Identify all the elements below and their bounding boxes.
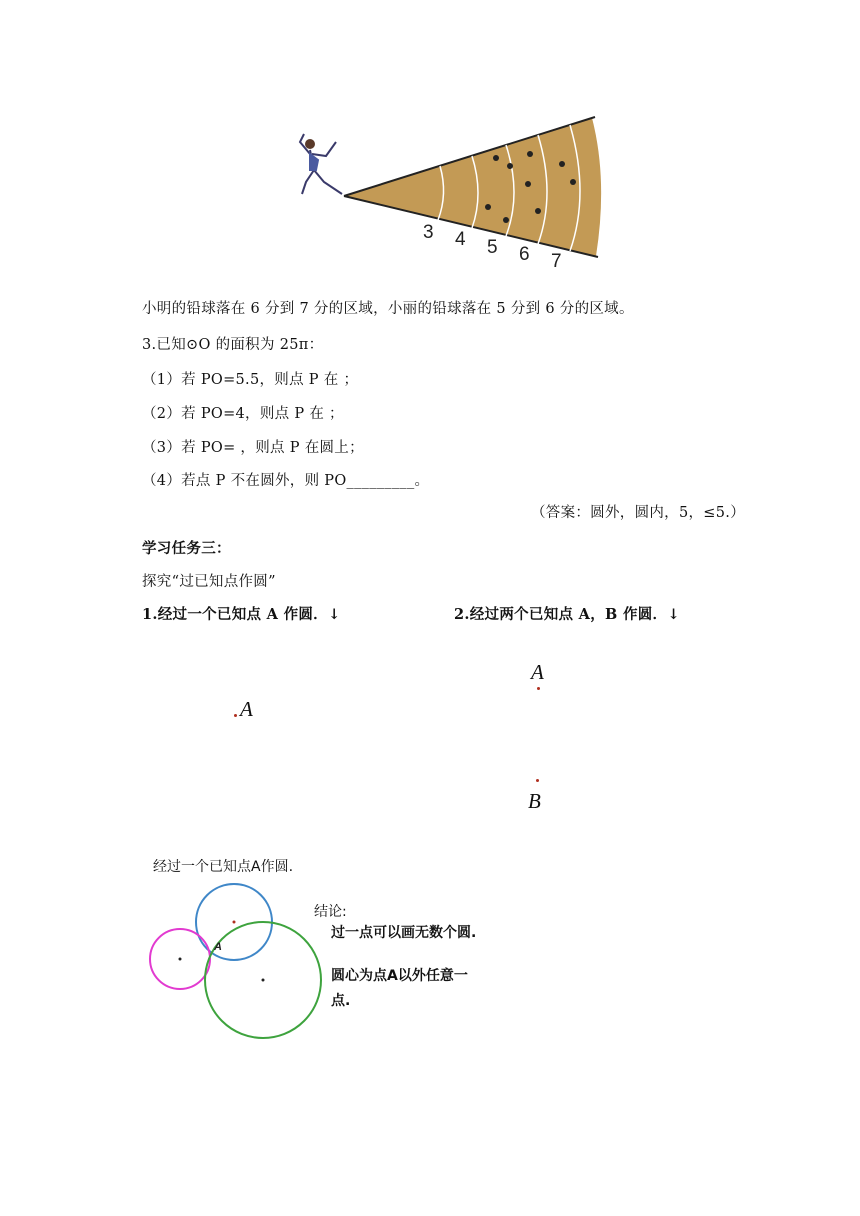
item-1: 1.经过一个已知点 A 作圆．↓ [142,606,341,623]
conclusion-2a: 圆心为点A以外任意一 [331,968,468,984]
conclusion-label: 结论: [314,904,347,920]
question-3-part-3: （3）若 PO= ，则点 P 在圆上； [142,440,364,456]
result-sentence: 小明的铅球落在 6 分到 7 分的区域，小丽的铅球落在 5 分到 6 分的区域。 [142,301,634,317]
point-a-top-dot [537,687,540,690]
answer-note: （答案：圆外，圆内，5，≤5.） [530,505,745,521]
question-3-part-1: （1）若 PO=5.5，则点 P 在 ； [142,372,359,388]
zone-label: 3 [423,222,434,243]
point-b-label: B [528,789,541,813]
point-a-top-label: A [531,660,544,684]
point-a-label: A [240,697,253,721]
point-a-dot [234,714,237,717]
explore-title: 探究“过已知点作圆” [142,574,276,590]
question-3-part-4: （4）若点 P 不在圆外，则 PO_________。 [142,473,430,489]
shot-put-figure [280,110,610,280]
point-b-dot [536,779,539,782]
zone-label: 7 [551,251,562,272]
zone-label: 5 [487,237,498,258]
question-3-title: 3.已知⊙O 的面积为 25π： [142,337,324,353]
conclusion-1: 过一点可以画无数个圆. [331,925,477,941]
figure-caption: 经过一个已知点A作圆. [153,859,294,875]
circle-point-a-label: A [214,941,222,953]
item-2: 2.经过两个已知点 A，B 作圆．↓ [454,606,680,623]
zone-label: 6 [519,244,530,265]
conclusion-2b: 点. [331,993,351,1009]
zone-label: 4 [455,229,466,250]
circles-figure [140,878,340,1048]
task-heading: 学习任务三： [142,540,231,557]
question-3-part-2: （2）若 PO=4，则点 P 在 ； [142,406,344,422]
athlete-illustration [300,134,342,194]
